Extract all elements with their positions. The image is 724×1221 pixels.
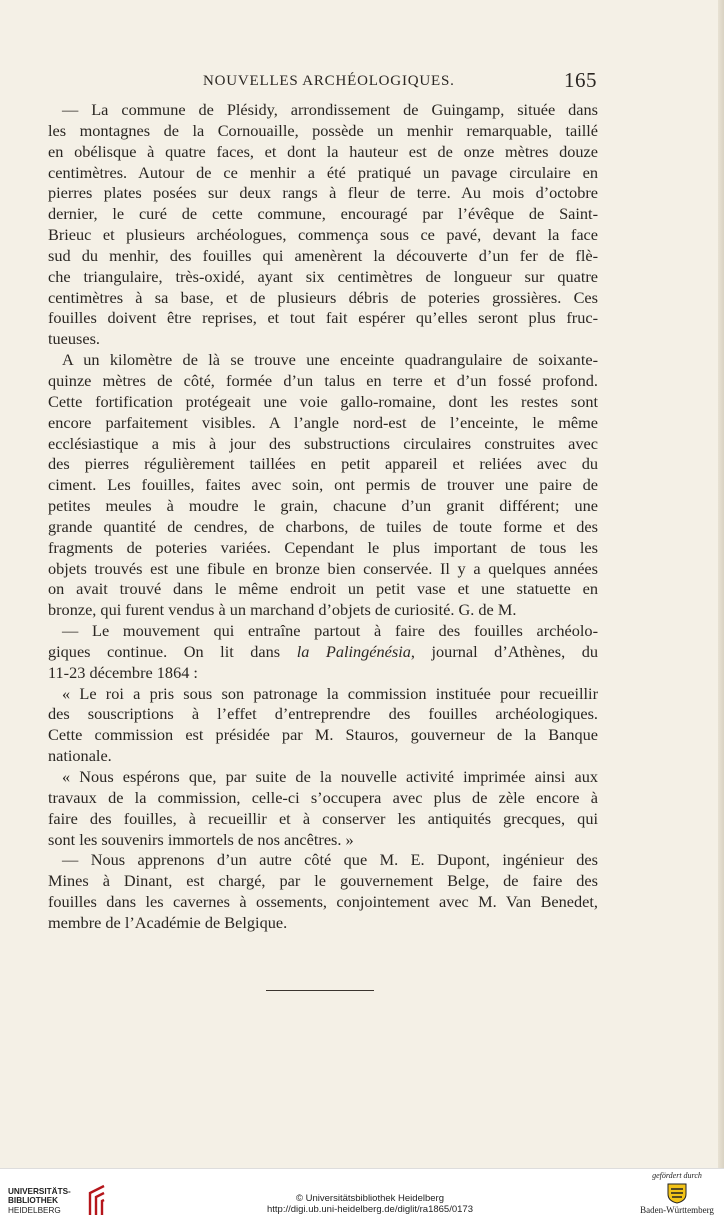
text-line: centimètres à sa base, et de plusieurs débris de poteries grossières. Ces <box>48 287 598 307</box>
text-line: ecclésiastique a mis à jour des substructions circulaires construites avec <box>48 433 598 453</box>
text-line: on avait trouvé dans le même endroit un petit vase et une statuette en <box>48 579 598 599</box>
text-line: Cette commission est présidée par M. Stauros, gouverneur de la Banque <box>48 725 598 745</box>
text-line: tueuses. <box>48 329 100 349</box>
article-body <box>48 100 598 934</box>
text-line: quinze mètres de côté, formée d’un talus en terre et d’un fossé profond. <box>48 370 598 390</box>
text-line: fouilles doivent être reprises, et tout fait espérer qu’elles seront plus fruc- <box>48 308 598 328</box>
text-line: petites meules à moudre le grain, chacune d’un granit différent; une <box>48 496 598 516</box>
library-name: UNIVERSITÄTS- BIBLIOTHEK HEIDELBERG <box>8 1187 71 1215</box>
text-line: des souscriptions à l’effet d’entreprendre des fouilles archéologiques. <box>48 704 598 724</box>
page-number: 165 <box>564 68 597 92</box>
text-line: sud du menhir, des fouilles qui amenèrent la découverte d’un fer de flè- <box>48 245 598 265</box>
paragraph <box>48 850 598 933</box>
permalink[interactable]: http://digi.ub.uni-heidelberg.de/diglit/ra1865/0173 <box>267 1204 473 1215</box>
paragraph <box>48 621 598 684</box>
paragraph <box>48 350 598 621</box>
text-line: fragments de poteries variées. Cependant le plus important de tous les <box>48 537 598 557</box>
text-line: bronze, qui furent vendus à un marchand d’objets de curiosité. G. de M. <box>48 600 517 620</box>
paragraph <box>48 767 598 850</box>
text-line: Mines à Dinant, est chargé, par le gouvernement Belge, de faire des <box>48 871 598 891</box>
page-edge <box>718 0 724 1168</box>
text-line: 11-23 décembre 1864 : <box>48 662 198 682</box>
copyright-notice: © Universitätsbibliothek Heidelberg http://digi.ub.uni-heidelberg.de/diglit/ra1865/0173 <box>210 1193 530 1215</box>
text-line: objets trouvés est une fibule en bronze bien conservée. Il y a quelques années <box>48 558 598 578</box>
text-line: « Le roi a pris sous son patronage la commission instituée pour recueillir <box>62 683 598 703</box>
state-seal-icon <box>665 1182 689 1204</box>
end-rule <box>266 990 374 991</box>
library-mark-icon <box>82 1183 108 1217</box>
running-head-title: NOUVELLES ARCHÉOLOGIQUES. <box>203 73 455 89</box>
paragraph <box>48 684 598 767</box>
text-line: nationale. <box>48 746 112 766</box>
text-line: encore parfaitement visibles. A l’angle nord-est de l’enceinte, le même <box>48 412 598 432</box>
text-line: « Nous espérons que, par suite de la nouvelle activité imprimée ainsi aux <box>62 767 598 786</box>
text-line: grande quantité de cendres, de charbons, de tuiles de toute forme et des <box>48 516 598 536</box>
state-name: Baden-Württemberg <box>640 1205 714 1215</box>
text-line: fouilles dans les cavernes à ossements, conjointement avec M. Van Benedet, <box>48 892 598 912</box>
text-line: membre de l’Académie de Belgique. <box>48 912 288 932</box>
text-line: che triangulaire, très-oxidé, ayant six centimètres de longueur sur quatre <box>48 266 598 286</box>
text-line: Brieuc et plusieurs archéologues, commença sous ce pavé, devant la face <box>48 225 598 245</box>
text-line: dernier, le curé de cette commune, encouragé par l’évêque de Saint- <box>48 204 598 224</box>
text-line: — Nous apprenons d’un autre côté que M. E. Dupont, ingénieur des <box>62 850 598 870</box>
text-line: travaux de la commission, celle-ci s’occupera avec plus de zèle encore à <box>48 787 598 807</box>
text-line: en obélisque à quatre faces, et dont la hauteur est de onze mètres douze <box>48 141 598 161</box>
text-line: faire des fouilles, à recueillir et à conserver les antiquités grecques, qui <box>48 808 598 828</box>
text-line: ciment. Les fouilles, faites avec soin, ont permis de trouver une paire de <box>48 475 598 495</box>
funded-by-label: gefördert durch <box>652 1171 702 1180</box>
text-line: pierres plates posées sur deux rangs à fleur de terre. Au mois d’octobre <box>48 183 598 203</box>
text-line: Cette fortification protégeait une voie gallo-romaine, dont les restes sont <box>48 391 598 411</box>
text-line: sont les souvenirs immortels de nos ancêtres. » <box>48 829 354 849</box>
text-line: — Le mouvement qui entraîne partout à faire des fouilles archéolo- <box>62 621 598 641</box>
viewer-footer <box>0 1168 724 1221</box>
text-line: des pierres régulièrement taillées en petit appareil et reliées avec du <box>48 454 598 474</box>
text-line: centimètres. Autour de ce menhir a été pratiqué un pavage circulaire en <box>48 162 598 182</box>
funding-logo[interactable] <box>634 1171 720 1215</box>
text-line: les montagnes de la Cornouaille, possède un menhir remarquable, taillé <box>48 120 598 140</box>
text-line: — La commune de Plésidy, arrondissement de Guingamp, située dans <box>62 100 598 119</box>
text-line: giques continue. On lit dans la Palingénésia, journal d’Athènes, du <box>48 641 598 661</box>
library-logo[interactable] <box>8 1181 108 1219</box>
text-line: A un kilomètre de là se trouve une enceinte quadrangulaire de soixante- <box>62 350 598 370</box>
paragraph <box>48 100 598 350</box>
